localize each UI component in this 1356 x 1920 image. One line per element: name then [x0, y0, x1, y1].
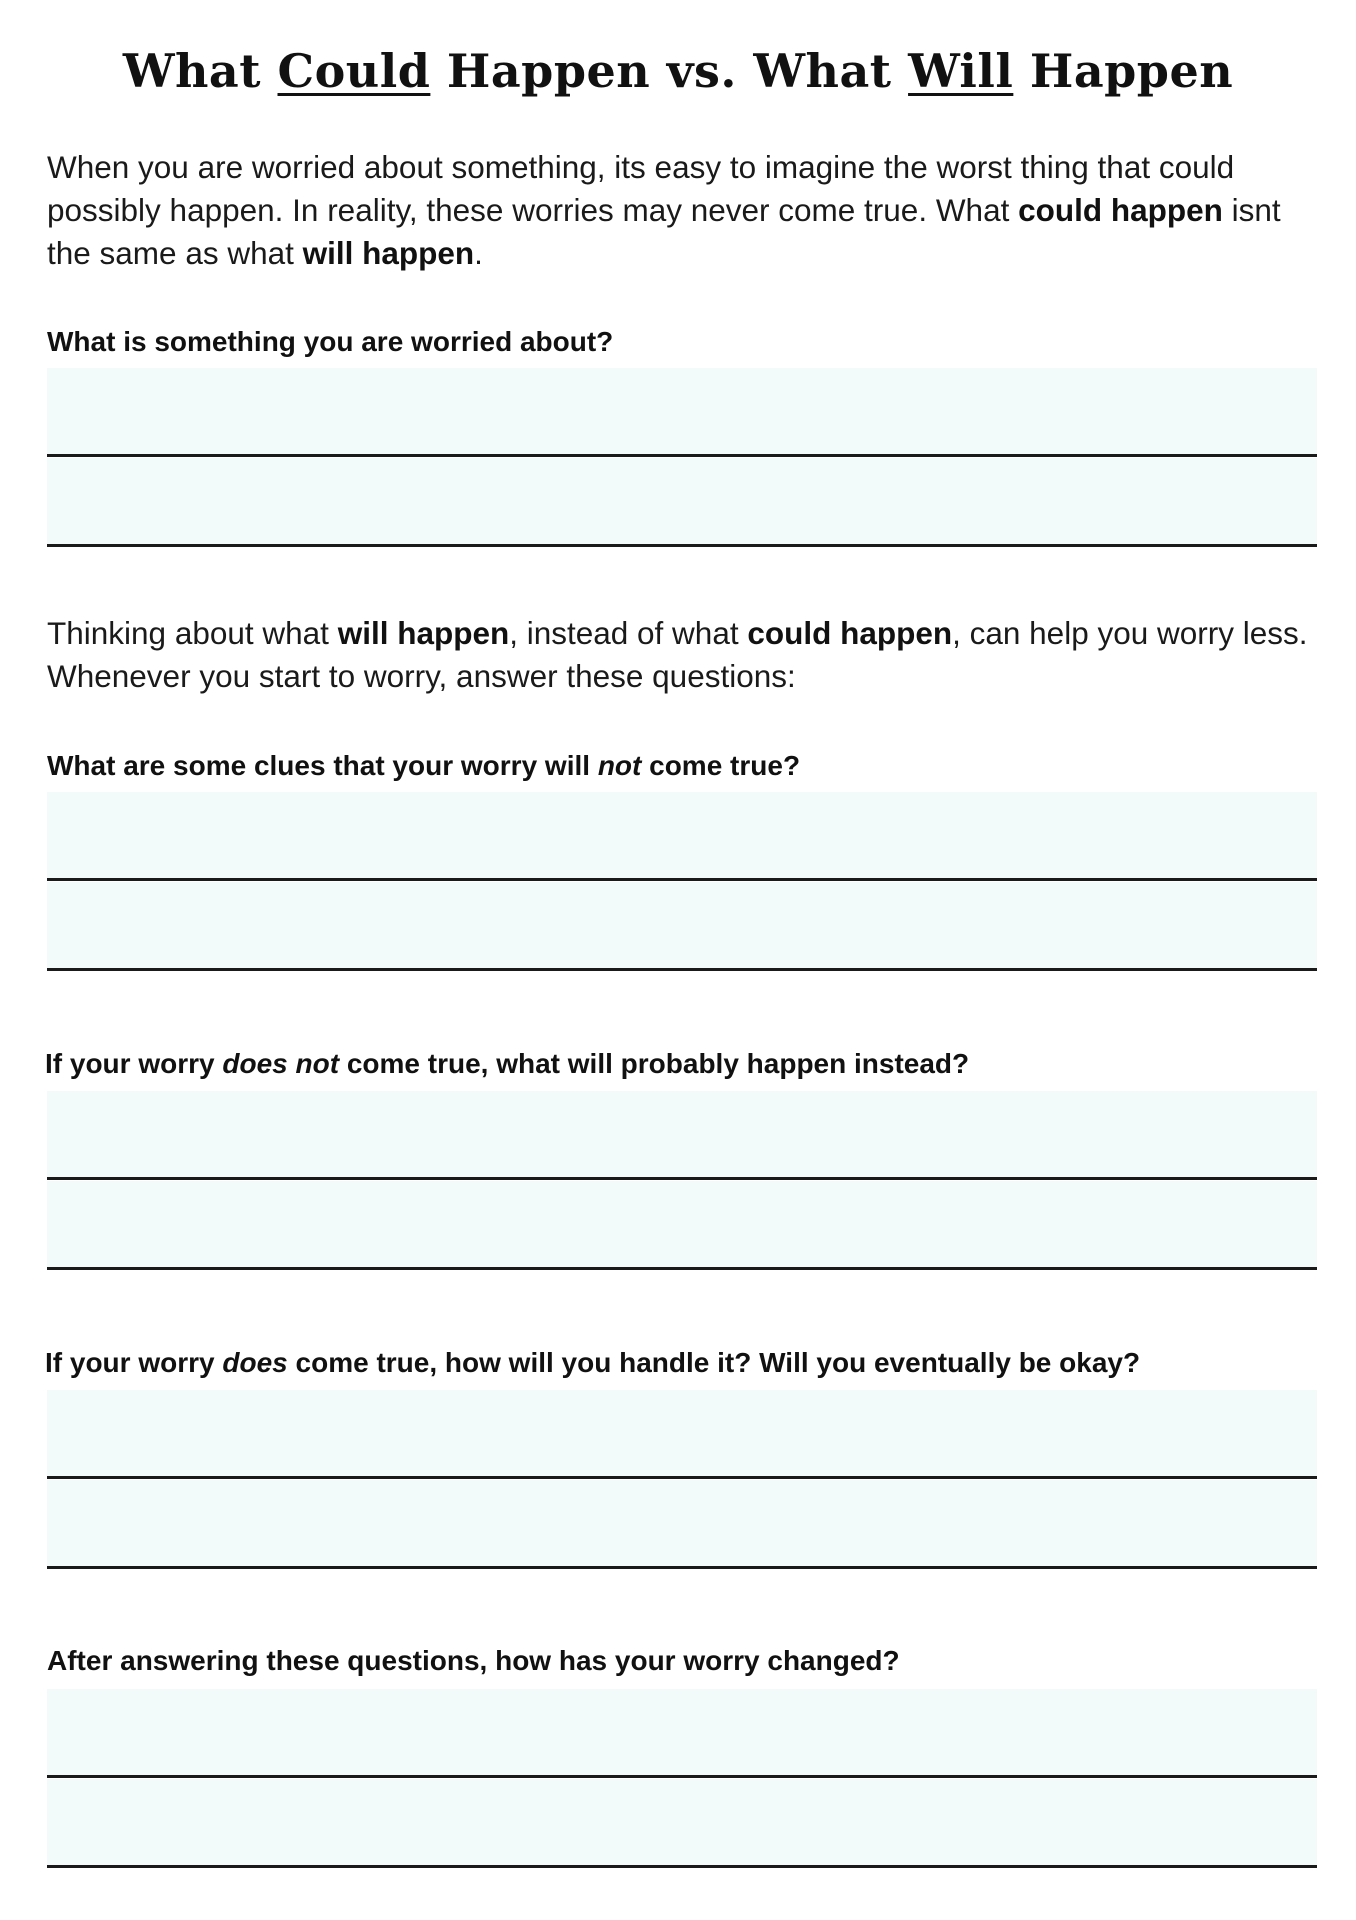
page-title [0, 44, 1356, 98]
answer-box-3[interactable] [47, 1091, 1317, 1271]
question-2-label [47, 748, 1317, 784]
middle-bold-could-happen: could happen [747, 615, 953, 651]
q2-pre: What are some clues that your worry will [47, 750, 598, 781]
answer-line-4b[interactable] [47, 1480, 1317, 1569]
title-will: Will [908, 44, 1014, 98]
question-5-label: After answering these questions, how has your worry changed? [47, 1645, 900, 1676]
middle-text-2: , instead of what [509, 615, 748, 651]
title-part1: What [122, 44, 278, 98]
q2-emphasis: not [597, 750, 642, 781]
intro-bold-could-happen: could happen [1018, 192, 1223, 228]
intro-paragraph [47, 146, 1317, 275]
answer-box-5[interactable] [47, 1689, 1317, 1869]
q4-post: come true, how will you handle it? Will you eventually be okay? [287, 1347, 1141, 1378]
answer-line-5b[interactable] [47, 1779, 1317, 1868]
middle-text-3: , can help you worry less. Whenever you start to worry, answer these questions: [47, 615, 1308, 694]
q3-pre: If your worry [45, 1048, 223, 1079]
q3-emphasis: does not [222, 1048, 340, 1079]
intro-text-3: . [474, 235, 483, 271]
answer-line-3a[interactable] [47, 1091, 1317, 1180]
answer-box-4[interactable] [47, 1390, 1317, 1570]
intro-text-1: When you are worried about something, its easy to imagine the worst thing that could possibly happen. In reality, these worries may never come true. What [47, 149, 1235, 228]
q3-post: come true, what will probably happen instead? [339, 1048, 970, 1079]
question-4-label [45, 1345, 1315, 1381]
title-could: Could [277, 44, 431, 98]
intro-bold-will-happen: will happen [302, 235, 475, 271]
question-1-label: What is something you are worried about? [47, 326, 614, 357]
answer-line-5a[interactable] [47, 1689, 1317, 1778]
title-part2: Happen vs. What [430, 44, 909, 98]
answer-box-2[interactable] [47, 792, 1317, 972]
intro-text-2: isnt the same as what [47, 192, 1281, 271]
middle-bold-will-happen: will happen [337, 615, 510, 651]
answer-line-4a[interactable] [47, 1390, 1317, 1479]
answer-line-2a[interactable] [47, 792, 1317, 881]
middle-text-1: Thinking about what [47, 615, 338, 651]
answer-line-1a[interactable] [47, 368, 1317, 457]
answer-box-1[interactable] [47, 368, 1317, 548]
q4-pre: If your worry [45, 1347, 223, 1378]
title-part3: Happen [1013, 44, 1234, 98]
answer-line-2b[interactable] [47, 882, 1317, 971]
q4-emphasis: does [222, 1347, 288, 1378]
q2-post: come true? [641, 750, 801, 781]
question-3-label [45, 1046, 1315, 1082]
middle-paragraph [47, 612, 1317, 698]
answer-line-1b[interactable] [47, 458, 1317, 547]
answer-line-3b[interactable] [47, 1181, 1317, 1270]
